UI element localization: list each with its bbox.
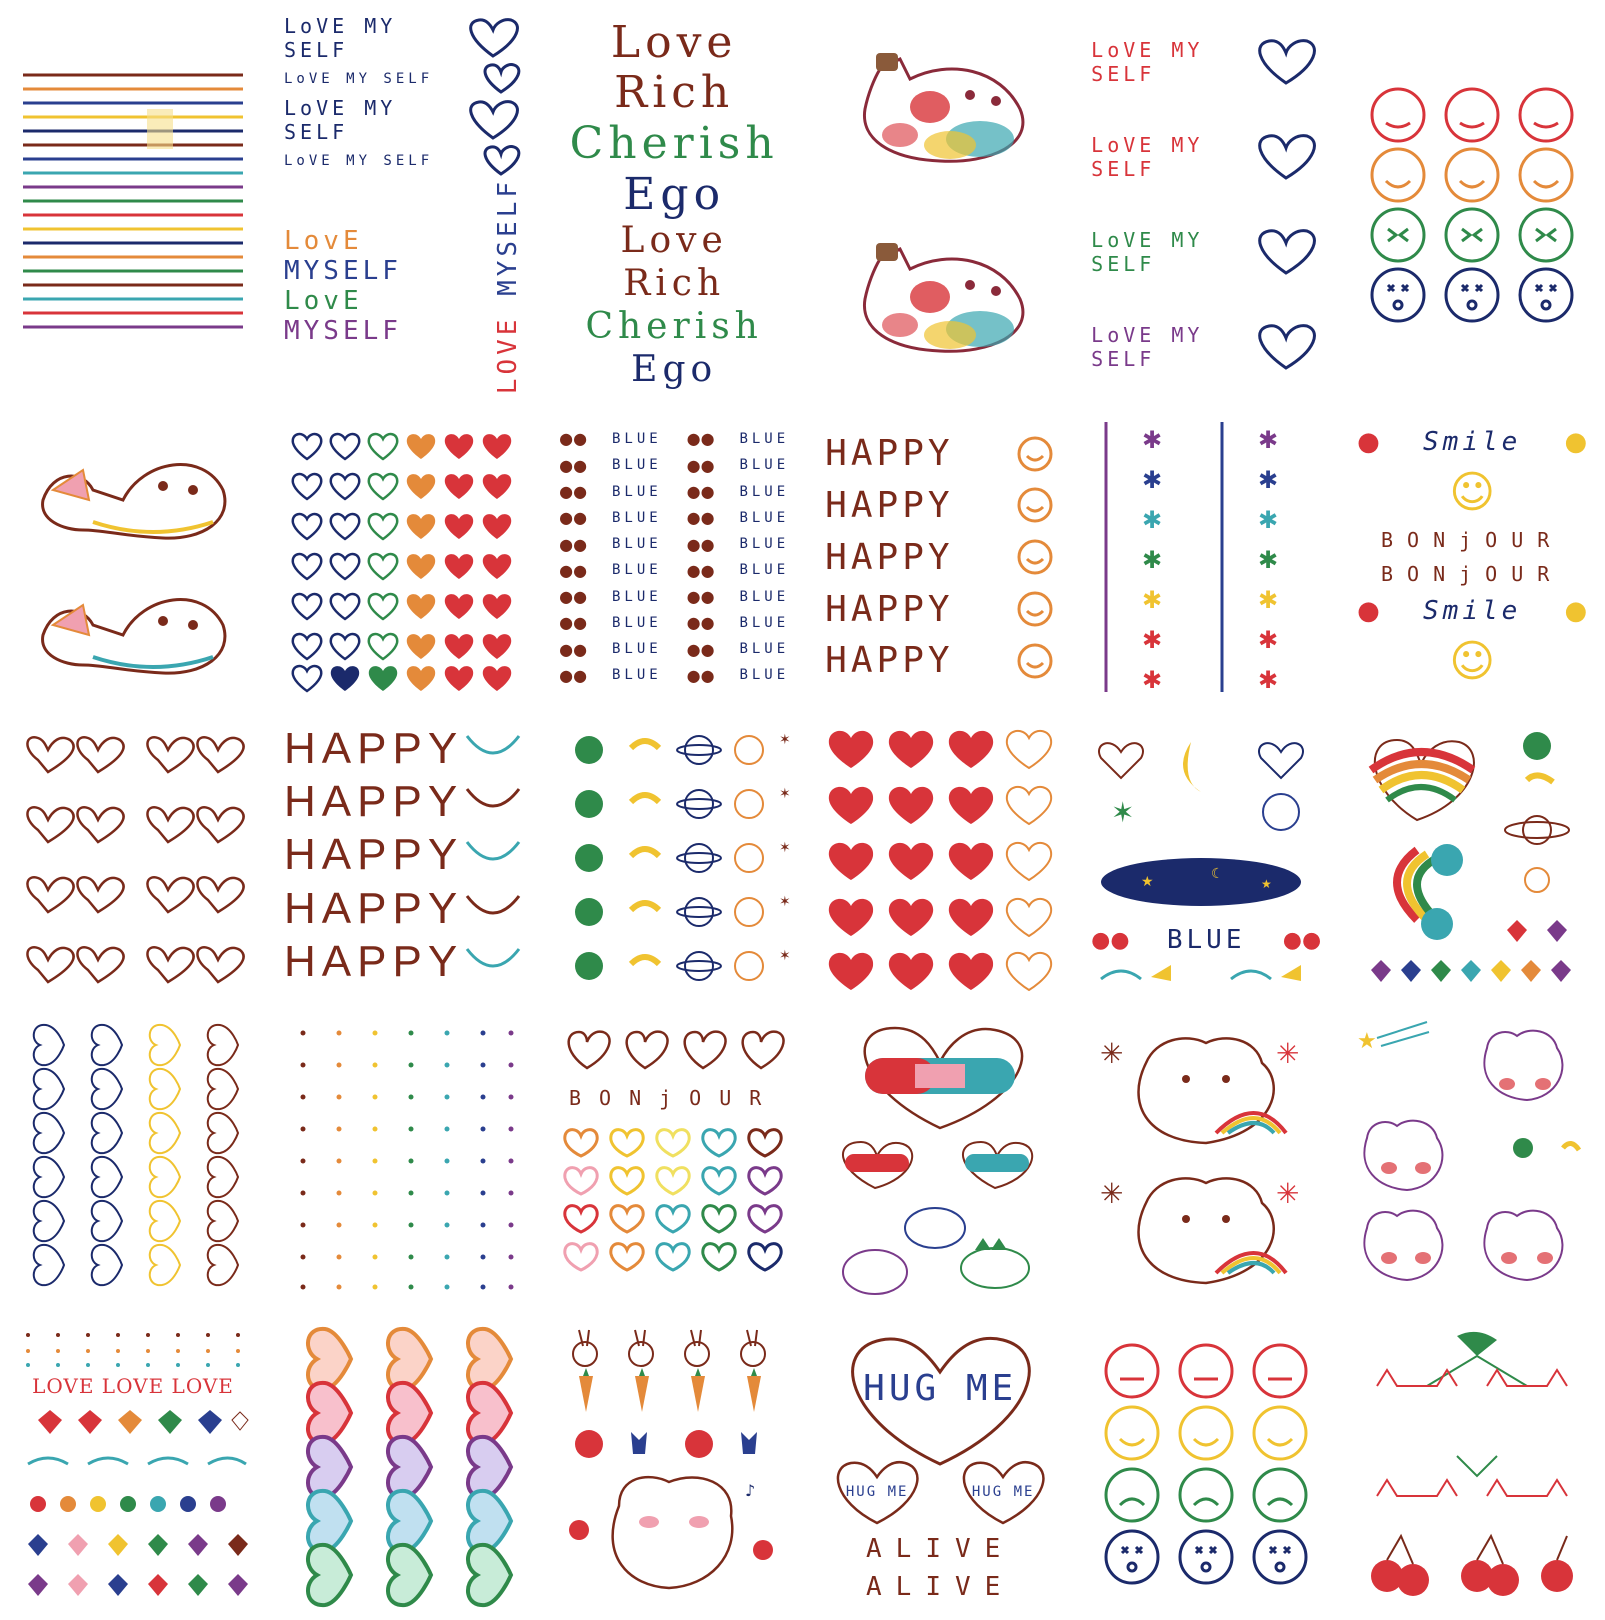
- blue-text: BLUE: [612, 536, 662, 553]
- happy-row: [825, 433, 1055, 474]
- svg-text:✱: ✱: [1142, 466, 1163, 495]
- blue-text: BLUE: [612, 457, 662, 474]
- svg-text:★: ★: [1141, 873, 1154, 890]
- love-my-self-text: LoVE MY SELF: [1091, 227, 1204, 276]
- love-word: Love: [620, 220, 728, 262]
- myself-vertical-text: MYSELF: [493, 178, 524, 296]
- love-row-text: LOVE LOVE LOVE: [32, 1374, 234, 1399]
- sticker-bears-stars: [1339, 1004, 1605, 1312]
- love-my-self-line: [284, 96, 523, 144]
- hug-me-text: HUG ME: [863, 1367, 1018, 1409]
- happy-text: HAPPY: [825, 433, 954, 475]
- bear-bottle-icon: [840, 239, 1040, 359]
- sticker-rabbits-carrots: [541, 1312, 807, 1620]
- myself-text: MYSELF: [284, 316, 402, 347]
- svg-text:✱: ✱: [1258, 666, 1279, 695]
- cherish-word: Cherish: [569, 118, 779, 170]
- sticker-love-my-self-hearts: [1073, 0, 1339, 408]
- blue-row: ●● BLUE ●● BLUE: [559, 665, 790, 685]
- mixed-heart-icons: [18, 1404, 248, 1604]
- smiley-icon: [1015, 537, 1055, 577]
- svg-text:✶: ✶: [1111, 795, 1135, 829]
- emoji-row: ☺: [1449, 467, 1496, 519]
- blue-text: BLUE: [1166, 925, 1246, 956]
- sticker-blue-strawberries: [541, 408, 807, 706]
- smile-text: Smile: [1423, 596, 1522, 627]
- rainbow-stars-icons: [1096, 422, 1316, 695]
- love-word: Love: [610, 16, 738, 68]
- sticker-love-collage: [0, 1312, 266, 1620]
- blue-row: ●● BLUE ●● BLUE: [559, 613, 790, 633]
- cherish-word: Cherish: [585, 305, 763, 347]
- sticker-smile-bonjour: [1339, 408, 1605, 706]
- love-my-self-text: LoVE MY SELF: [1091, 37, 1204, 86]
- red-heart-grid: [825, 720, 1055, 990]
- love-my-self-line: [284, 14, 523, 62]
- sticker-heart-expressions: [0, 1004, 266, 1312]
- blue-row: ●● BLUE ●● BLUE: [559, 455, 790, 475]
- happy-text: HAPPY: [825, 484, 954, 526]
- sticker-bear-bottle: [807, 0, 1073, 408]
- svg-text:✶: ✶: [779, 894, 791, 911]
- smiley-face-grid: [1362, 79, 1582, 329]
- bonjour-text: BONjOUR: [569, 1086, 780, 1111]
- happy-row: [284, 777, 523, 827]
- svg-text:★: ★: [1357, 1029, 1377, 1055]
- sticker-space-icons: [541, 706, 807, 1004]
- blue-text: BLUE: [612, 641, 662, 658]
- happy-text: HAPPY: [825, 588, 954, 630]
- blue-row: ●● BLUE ●● BLUE: [559, 429, 790, 449]
- happy-text: HAPPY: [284, 723, 464, 773]
- heart-outline-icon: [1251, 227, 1321, 277]
- cherry-cat-icons: [1357, 1326, 1587, 1606]
- love-my-self-text: LoVE MY SELF: [1091, 322, 1204, 371]
- happy-row: [284, 937, 523, 987]
- blue-text: BLUE: [612, 483, 662, 500]
- blue-text: BLUE: [612, 614, 662, 631]
- blue-row: ●● BLUE ●● BLUE: [559, 508, 790, 528]
- blue-text: BLUE: [739, 430, 790, 447]
- dot-rows: [18, 1329, 248, 1369]
- svg-text:✳: ✳: [1100, 1037, 1124, 1071]
- svg-text:✳: ✳: [1276, 1177, 1300, 1211]
- bear-bottle-icon: [840, 49, 1040, 169]
- night-sky-icons: [1091, 722, 1321, 922]
- love-myself-block: [284, 178, 523, 394]
- blue-row: ●● BLUE ●● BLUE: [559, 639, 790, 659]
- blue-text: BLUE: [739, 614, 790, 631]
- blue-row: ●● BLUE ●● BLUE: [559, 482, 790, 501]
- heart-expression-grid: [18, 1023, 248, 1293]
- blue-text: BLUE: [739, 457, 790, 474]
- blue-row: ●● BLUE ●● BLUE: [559, 587, 790, 607]
- happy-row: [825, 640, 1055, 681]
- hug-me-small-heart: [951, 1457, 1055, 1527]
- blue-text: BLUE: [739, 667, 790, 684]
- svg-text:✶: ✶: [779, 732, 791, 749]
- love-my-self-line: [1091, 132, 1321, 182]
- smile-arc-icon: [463, 838, 523, 872]
- bonjour-text: BONjOUR: [1381, 562, 1564, 587]
- ego-word: Ego: [631, 348, 718, 390]
- hug-me-text: HUG ME: [971, 1483, 1035, 1500]
- smiley-icon: [1015, 589, 1055, 629]
- love-my-self-text: LoVE MY SELF: [1091, 132, 1204, 181]
- sticker-cherry-cats: [1339, 1312, 1605, 1620]
- svg-text:✳: ✳: [1100, 1177, 1124, 1211]
- sticker-red-hearts: [807, 706, 1073, 1004]
- sticker-smiley-faces: [1339, 0, 1605, 408]
- blue-text: BLUE: [739, 536, 790, 553]
- bear-icon: [33, 565, 233, 685]
- svg-text:✱: ✱: [1142, 546, 1163, 575]
- blue-text: BLUE: [612, 509, 662, 526]
- smile-row: ● Smile ●: [1357, 427, 1588, 458]
- sticker-smiley-faces-lower: [1073, 1312, 1339, 1620]
- blue-text: BLUE: [739, 562, 790, 579]
- love-my-self-line-small: [284, 144, 523, 178]
- bear-icon: [1096, 1023, 1316, 1153]
- svg-text:✱: ✱: [1142, 586, 1163, 615]
- sticker-night-sky-blue: [1073, 706, 1339, 1004]
- sticker-happy-smiles: [807, 408, 1073, 706]
- blue-strawberry-row: ●● BLUE ●●: [1091, 925, 1322, 956]
- happy-row: [284, 724, 523, 774]
- emoji-row: ☺: [1449, 636, 1496, 688]
- heart-outline-row: [559, 1024, 789, 1074]
- love-vertical-text: LOVE: [493, 315, 524, 395]
- rabbit-carrot-icons: [559, 1326, 789, 1606]
- sticker-tiger-bears: [1073, 1004, 1339, 1312]
- love-my-self-text: LoVE MY SELF: [284, 96, 397, 144]
- rich-word: Rich: [623, 263, 726, 305]
- dot-grid: [289, 1023, 519, 1293]
- sticker-bandaid-dinos: [807, 1004, 1073, 1312]
- smile-arc-icon: [463, 892, 523, 926]
- svg-text:✱: ✱: [1258, 426, 1279, 455]
- love-text: LovE: [284, 286, 363, 317]
- smile-row: ● Smile ●: [1357, 596, 1588, 627]
- heart-outline-icon: [479, 144, 523, 178]
- blue-text: BLUE: [612, 562, 662, 579]
- heart-outline-icon: [1251, 37, 1321, 87]
- sticker-rainbow-stars: [1073, 408, 1339, 706]
- smile-text: Smile: [1423, 427, 1522, 458]
- blue-row: ●● BLUE ●● BLUE: [559, 534, 790, 554]
- love-my-self-text: LoVE MY SELF: [284, 153, 434, 169]
- happy-text: HAPPY: [284, 936, 464, 986]
- vertical-love-myself: [493, 178, 523, 394]
- rainbow-heart-icons: [1357, 720, 1587, 990]
- heart-outline-icon: [1251, 132, 1321, 182]
- heart-outline-icon: [479, 62, 523, 96]
- heart-face-icons: [18, 720, 248, 990]
- svg-text:♪: ♪: [745, 1481, 756, 1501]
- sticker-rainbow-heart: [1339, 706, 1605, 1004]
- svg-text:✳: ✳: [1276, 1037, 1300, 1071]
- smiley-face-grid: [1096, 1341, 1316, 1591]
- bears-and-stars-icons: [1357, 1018, 1587, 1298]
- alive-text: ALIVE: [866, 1534, 1015, 1565]
- smiley-icon: [1015, 434, 1055, 474]
- happy-text: HAPPY: [284, 776, 464, 826]
- love-my-self-text: LoVE MY SELF: [284, 14, 397, 62]
- hug-me-small-heart: [825, 1457, 929, 1527]
- pastel-heart-grid: [559, 1122, 789, 1292]
- bear-icon: [33, 430, 233, 550]
- svg-text:✱: ✱: [1142, 626, 1163, 655]
- svg-text:✱: ✱: [1142, 666, 1163, 695]
- rainbow-stripes: [23, 69, 243, 339]
- pastel-heart-rows: [289, 1331, 519, 1601]
- bear-icon: [1096, 1163, 1316, 1293]
- svg-text:✱: ✱: [1142, 426, 1163, 455]
- love-my-self-line: [1091, 322, 1321, 372]
- sticker-pastel-hearts: [266, 1312, 541, 1620]
- svg-text:✶: ✶: [779, 948, 791, 965]
- svg-text:☾: ☾: [1211, 865, 1224, 882]
- sticker-heart-grid: [266, 408, 541, 706]
- svg-text:✱: ✱: [1258, 506, 1279, 535]
- heart-grid-icons: [289, 427, 519, 687]
- sticker-heart-faces: [0, 706, 266, 1004]
- blue-text: BLUE: [739, 588, 790, 605]
- alive-text: ALIVE: [866, 1572, 1015, 1603]
- sticker-love-my-self: [266, 0, 541, 408]
- svg-text:✱: ✱: [1258, 466, 1279, 495]
- bandaid-dino-icons: [825, 1018, 1055, 1298]
- smile-arc-icon: [463, 785, 523, 819]
- happy-text: HAPPY: [825, 640, 954, 682]
- happy-text: HAPPY: [825, 536, 954, 578]
- svg-text:✱: ✱: [1142, 506, 1163, 535]
- sticker-bear-fish: [0, 408, 266, 706]
- happy-row: [284, 830, 523, 880]
- space-icons-grid: [559, 720, 789, 990]
- blue-text: BLUE: [739, 641, 790, 658]
- happy-row: [284, 884, 523, 934]
- happy-row: [825, 485, 1055, 526]
- sticker-happy-tall: [266, 706, 541, 1004]
- heart-outline-icon: [1251, 322, 1321, 372]
- happy-text: HAPPY: [284, 883, 464, 933]
- blue-text: BLUE: [739, 483, 790, 500]
- small-hug-hearts: [825, 1457, 1055, 1527]
- blue-text: BLUE: [612, 667, 662, 684]
- blue-text: BLUE: [739, 509, 790, 526]
- blue-text: BLUE: [612, 588, 662, 605]
- svg-text:✶: ✶: [779, 786, 791, 803]
- happy-text: HAPPY: [284, 830, 464, 880]
- blue-text: BLUE: [612, 430, 662, 447]
- happy-row: [825, 537, 1055, 578]
- love-my-self-line: [1091, 227, 1321, 277]
- sticker-bonjour-hearts: [541, 1004, 807, 1312]
- svg-text:✱: ✱: [1258, 626, 1279, 655]
- svg-text:✱: ✱: [1258, 586, 1279, 615]
- blue-row: ●● BLUE ●● BLUE: [559, 560, 790, 580]
- smiley-icon: [1015, 641, 1055, 681]
- svg-text:★: ★: [1261, 876, 1272, 891]
- smiley-icon: [1015, 485, 1055, 525]
- bonjour-text: BONjOUR: [1381, 528, 1564, 553]
- wave-icons: [1091, 959, 1321, 989]
- love-my-self-text: LoVE MY SELF: [284, 71, 434, 87]
- happy-row: [825, 589, 1055, 630]
- hug-me-text: HUG ME: [845, 1483, 909, 1500]
- rich-word: Rich: [614, 67, 735, 119]
- sticker-stripes: [0, 0, 266, 408]
- love-my-self-line: [1091, 37, 1321, 87]
- love-my-self-line-small: [284, 62, 523, 96]
- sticker-hug-me-alive: [807, 1312, 1073, 1620]
- sticker-dots: [266, 1004, 541, 1312]
- smile-arc-icon: [463, 945, 523, 979]
- smile-arc-icon: [463, 732, 523, 766]
- myself-text: MYSELF: [284, 256, 402, 287]
- heart-outline-icon: [463, 98, 523, 142]
- svg-text:✱: ✱: [1258, 546, 1279, 575]
- love-myself-stack: [284, 226, 402, 346]
- love-text: LovE: [284, 226, 363, 257]
- svg-text:✶: ✶: [779, 840, 791, 857]
- heart-outline-icon: [463, 16, 523, 60]
- sticker-love-rich-cherish-ego: [541, 0, 807, 408]
- ego-word: Ego: [623, 168, 726, 220]
